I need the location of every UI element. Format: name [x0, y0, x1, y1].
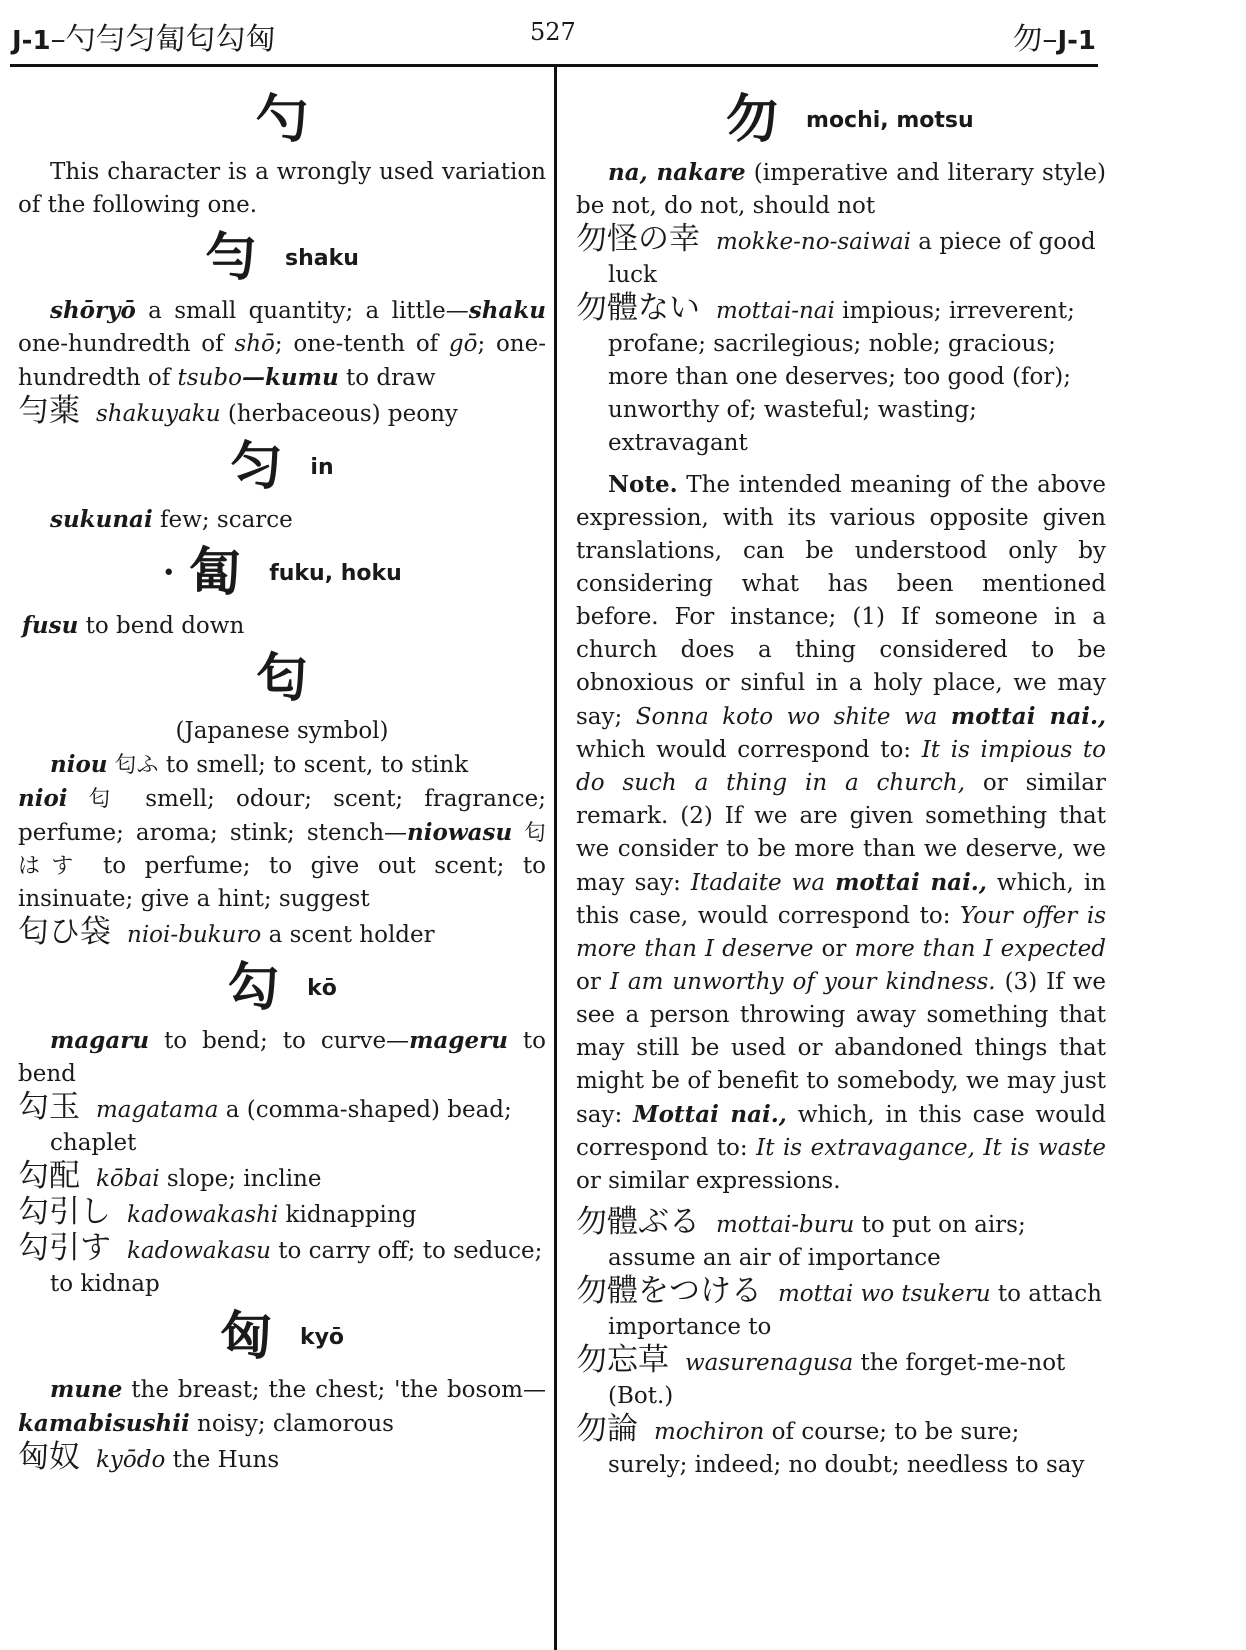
word: tsubo	[177, 365, 242, 391]
left-column	[18, 84, 546, 1477]
word: —kumu	[241, 364, 339, 391]
compound-entry	[18, 1091, 546, 1160]
header-left-code: J-1	[12, 26, 51, 56]
compound-kanji: 勾引し	[18, 1194, 111, 1230]
compound-kanji: 勾引す	[18, 1230, 111, 1266]
compound-reading: kadowakashi	[127, 1202, 279, 1228]
entry-head-nioi	[18, 649, 546, 709]
compound-kanji: 勿怪の幸	[576, 221, 700, 257]
compound-entry	[18, 1441, 546, 1477]
text: few; scarce	[152, 507, 293, 533]
kana: 匂ふ	[107, 753, 159, 778]
head-kanji: 勾	[227, 957, 280, 1018]
text: noisy; clamorous	[189, 1411, 394, 1437]
compound-kanji: 匈奴	[18, 1439, 80, 1475]
head-kanji: 匂	[255, 648, 308, 709]
head-reading: in	[310, 454, 334, 480]
compound-reading: shakuyaku	[96, 401, 221, 427]
word: mune	[50, 1376, 123, 1403]
compound-kanji: 勿體ぶる	[576, 1204, 700, 1240]
entry-head-in	[18, 437, 546, 497]
compound-reading: wasurenagusa	[685, 1350, 854, 1376]
head-kanji: 匈	[219, 1306, 272, 1367]
head-reading: kō	[307, 975, 337, 1001]
text: (3) If we see a person throwing away something that may still be used or abandoned things that might be of benefit to somebody, we may just say:	[576, 969, 1106, 1128]
compound-definition: to attach importance to	[608, 1281, 1102, 1340]
compound-entry	[576, 1344, 1106, 1413]
header-right	[1012, 14, 1096, 58]
compound-entry	[18, 916, 546, 952]
entry-head-ko	[18, 958, 546, 1018]
text: It is impious to do such a thing in a church,	[576, 737, 1106, 796]
head-kanji: 勺	[255, 89, 308, 150]
text: to perfume; to give out scent; to insinuate; give a hint; suggest	[18, 853, 546, 912]
text: Your offer is more than I deserve	[576, 903, 1106, 962]
text: which, in this case would correspond to:	[576, 1102, 1106, 1161]
entry-definition	[18, 1024, 546, 1091]
word: na, nakare	[608, 159, 746, 186]
entry-definition	[18, 503, 546, 537]
compound-entry	[18, 1232, 546, 1301]
entry-head-shaku	[18, 228, 546, 288]
compound-entry	[18, 395, 546, 431]
compound-kanji: 勾玉	[18, 1089, 80, 1125]
compound-reading: mottai-buru	[716, 1212, 855, 1238]
column-divider	[554, 66, 557, 1650]
compound-kanji: 勿論	[576, 1411, 638, 1447]
head-reading: shaku	[285, 245, 359, 271]
entry-head-mochi	[576, 90, 1106, 150]
page-number: 527	[530, 18, 576, 46]
text: (imperative and literary style) be not, do not, should not	[576, 160, 1107, 219]
compound-definition: slope; incline	[159, 1166, 322, 1192]
compound-kanji: 勻薬	[18, 393, 80, 429]
text: more than I expected	[854, 936, 1106, 962]
compound-reading: kadowakasu	[127, 1238, 271, 1264]
head-reading: fuku, hoku	[269, 560, 402, 586]
word: shō	[234, 331, 275, 357]
text: I am unworthy of your kindness.	[609, 969, 996, 995]
text: mottai nai.,	[835, 869, 987, 896]
text: to draw	[338, 365, 436, 391]
head-kanji: 勻	[205, 227, 258, 288]
compound-reading: kyōdo	[96, 1447, 166, 1473]
head-reading: mochi, motsu	[806, 107, 974, 133]
compound-kanji: 勿體をつける	[576, 1273, 762, 1309]
text: mottai nai.,	[950, 703, 1106, 730]
word: sukunai	[50, 506, 153, 533]
text: It is extravagance, It is waste	[756, 1135, 1106, 1161]
entry-note: (Japanese symbol)	[175, 718, 389, 744]
head-kanji: 匐	[189, 542, 242, 603]
text: to smell; to scent, to stink	[158, 752, 469, 778]
text: which would correspond to:	[576, 737, 922, 763]
compound-entry	[576, 1413, 1106, 1482]
head-kanji: 匀	[230, 436, 283, 497]
kana: 匂	[67, 787, 125, 812]
text: ; one-hundredth of	[18, 331, 546, 391]
text: to bend; to curve—	[149, 1028, 410, 1054]
text: the breast; the chest; 'the bosom—	[122, 1377, 546, 1403]
word: kamabisushii	[18, 1410, 190, 1437]
text: Itadaite wa	[690, 870, 836, 896]
entry-definition	[18, 609, 546, 643]
compound-definition: to put on airs; assume an air of importance	[608, 1212, 1026, 1271]
entry-definition	[18, 748, 546, 782]
compound-definition: of course; to be sure; surely; indeed; no doubt; needless to say	[608, 1419, 1085, 1478]
word: mageru	[409, 1027, 508, 1054]
text: which, in this case, would correspond to:	[576, 870, 1106, 929]
compound-kanji: 勿忘草	[576, 1342, 669, 1378]
text: a small quantity; a little—	[135, 298, 469, 324]
compound-entry	[576, 1275, 1106, 1344]
page-header	[0, 0, 1246, 66]
compound-reading: mottai-nai	[716, 298, 835, 324]
text: smell; odour; scent; fragrance; perfume; aroma; stink; stench—	[18, 786, 546, 846]
compound-definition: (herbaceous) peony	[220, 401, 458, 427]
compound-definition: impious; irreverent; profane; sacrilegious; noble; gracious; more than one deserves; too good (for); unworthy of; wasteful; wasting; extravagant	[608, 298, 1075, 456]
compound-definition: the Huns	[165, 1447, 280, 1473]
word: niou	[50, 751, 108, 778]
compound-reading: mokke-no-saiwai	[716, 229, 911, 255]
usage-note	[576, 468, 1106, 1198]
compound-kanji: 勾配	[18, 1158, 80, 1194]
entry-definition	[576, 156, 1106, 223]
text: or	[813, 936, 855, 962]
compound-entry	[576, 292, 1106, 460]
compound-entry	[576, 1206, 1106, 1275]
compound-definition: a (comma-shaped) bead; chaplet	[50, 1097, 512, 1156]
compound-reading: mottai wo tsukeru	[778, 1281, 991, 1307]
compound-entry	[18, 1160, 546, 1196]
entry-head-kyo	[18, 1307, 546, 1367]
text: Sonna koto wo shite wa	[635, 704, 951, 730]
right-column	[576, 84, 1106, 1482]
compound-kanji: 勿體ない	[576, 290, 700, 326]
header-left	[12, 14, 276, 58]
kana: 匂はす	[18, 821, 546, 879]
header-right-char: 勿–	[1012, 22, 1058, 57]
entry-head-shaku-variant	[18, 90, 546, 150]
word: nioi	[18, 785, 68, 812]
text: to bend down	[78, 613, 245, 639]
compound-entry	[576, 223, 1106, 292]
bullet-mark: •	[162, 560, 176, 586]
compound-definition: kidnapping	[278, 1202, 417, 1228]
word: shōryō	[50, 297, 136, 324]
text: The intended meaning of the above expression, with its various opposite given translations, can be understood only by considering what has been mentioned before. For instance; (1) If someone in a church does a thing considered to be obnoxious or sinful in a holy place, we may say;	[576, 472, 1106, 730]
compound-reading: nioi-bukuro	[127, 922, 262, 948]
compound-reading: mochiron	[654, 1419, 765, 1445]
entry-definition	[18, 294, 546, 395]
text: one-hundredth of	[18, 331, 235, 357]
text: or	[576, 969, 610, 995]
text: to bend	[18, 1028, 546, 1087]
text: Mottai nai.,	[633, 1101, 787, 1128]
word: fusu	[22, 612, 79, 639]
compound-definition: a scent holder	[261, 922, 435, 948]
head-kanji: 勿	[726, 89, 779, 150]
compound-definition: the forget-me-not (Bot.)	[608, 1350, 1066, 1409]
compound-entry	[18, 1196, 546, 1232]
entry-definition	[18, 1373, 546, 1441]
compound-definition: to carry off; to seduce; to kidnap	[50, 1238, 543, 1297]
head-reading: kyō	[299, 1324, 345, 1350]
header-right-code: J-1	[1057, 26, 1096, 56]
compound-kanji: 匂ひ袋	[18, 914, 111, 950]
word: niowasu	[407, 819, 513, 846]
word: magaru	[50, 1027, 150, 1054]
entry-text: This character is a wrongly used variation of the following one.	[18, 159, 546, 218]
text: or similar expressions.	[576, 1168, 841, 1194]
compound-reading: magatama	[96, 1097, 219, 1123]
header-left-chars: –勺勻匀匐匂勾匈	[50, 22, 276, 57]
text: or similar remark. (2) If we are given something that we consider to be more than we deserve, we may say:	[576, 770, 1106, 896]
word: gō	[448, 331, 478, 357]
entry-definition	[18, 782, 546, 916]
word: shaku	[468, 297, 546, 324]
note-label: Note.	[608, 471, 678, 498]
compound-definition: a piece of good luck	[608, 229, 1096, 288]
entry-head-fuku	[18, 543, 546, 603]
compound-reading: kōbai	[96, 1166, 160, 1192]
text: ; one-tenth of	[274, 331, 449, 357]
